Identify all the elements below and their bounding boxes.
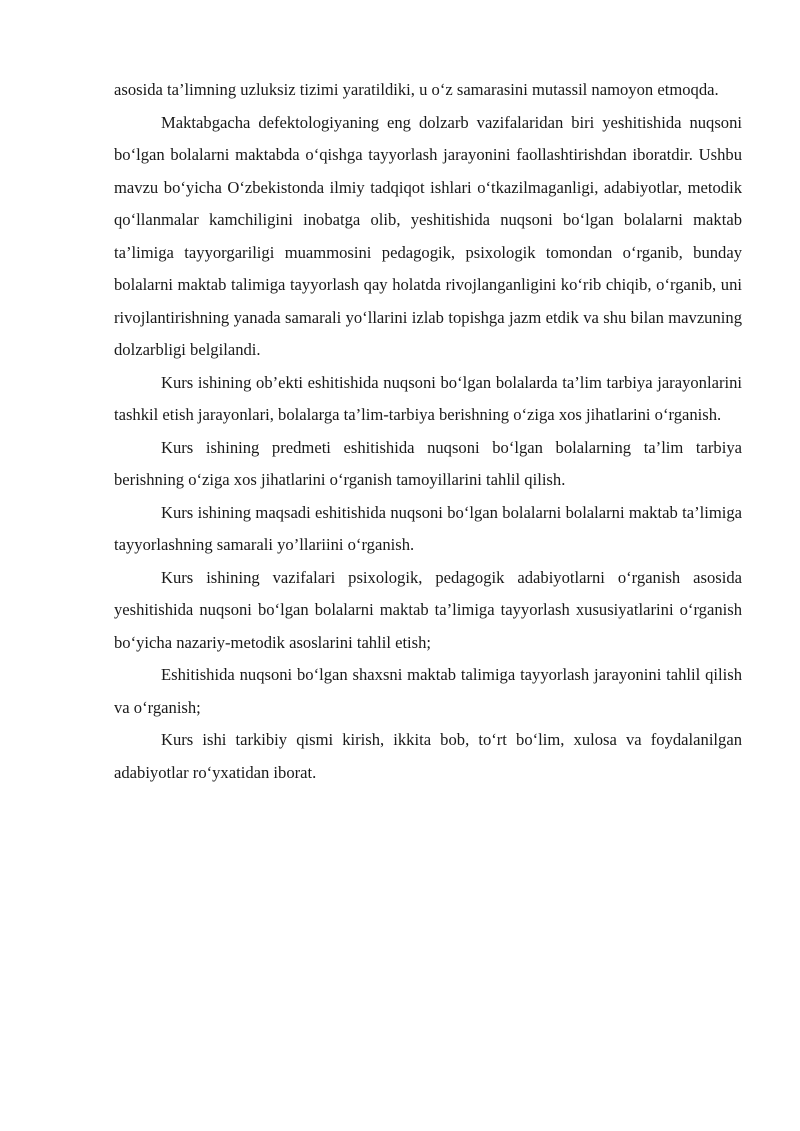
- paragraph-6: Kurs ishining vazifalari psixologik, pedagogik adabiyotlarni o‘rganish asosida yeshitishida nuqsoni bo‘lgan bolalarni maktab ta’limiga tayyorlash xususiyatlarini o‘rganish bo‘yicha nazariy-metodik asoslarini tahlil etish;: [114, 567, 742, 652]
- paragraph-7: Eshitishida nuqsoni bo‘lgan shaxsni maktab talimiga tayyorlash jarayonini tahlil qilish va o‘rganish;: [114, 665, 742, 717]
- paragraph-8: Kurs ishi tarkibiy qismi kirish, ikkita bob, to‘rt bo‘lim, xulosa va foydalanilgan adabiyotlar ro‘yxatidan iborat.: [114, 730, 742, 782]
- document-page: [114, 74, 742, 789]
- paragraph-2: Maktabgacha defektologiyaning eng dolzarb vazifalaridan biri yeshitishida nuqsoni bo‘lgan bolalarni maktabda o‘qishga tayyorlash jarayonini faollashtirishdan iboratdir. Ushbu mavzu bo‘yicha O‘zbekistonda ilmiy tadqiqot ishlari o‘tkazilmaganligi, adabiyotlar, metodik qo‘llanmalar kamchiligini inobatga olib, yeshitishida nuqsoni bo‘lgan bolalarni maktab ta’limiga tayyorgariligi muammosini pedagogik, psixologik tomondan o‘rganib, bunday bolalarni maktab talimiga tayyorlash qay holatda rivojlanganligini ko‘rib chiqib, o‘rganib, uni rivojlantirishning yanada samarali yo‘llarini izlab topishga jazm etdik va shu bilan mavzuning dolzarbligi belgilandi.: [114, 112, 742, 359]
- paragraph-3: Kurs ishining ob’ekti eshitishida nuqsoni bo‘lgan bolalarda ta’lim tarbiya jarayonlarini tashkil etish jarayonlari, bolalarga ta’lim-tarbiya berishning o‘ziga xos jihatlarini o‘rganish.: [114, 372, 742, 424]
- paragraph-5: Kurs ishining maqsadi eshitishida nuqsoni bo‘lgan bolalarni bolalarni maktab ta’limiga tayyorlashning samarali yo’llariini o‘rganish.: [114, 502, 742, 554]
- paragraph-1: asosida ta’limning uzluksiz tizimi yaratildiki, u o‘z samarasini mutassil namoyon etmoqda.: [114, 80, 719, 99]
- paragraph-4: Kurs ishining predmeti eshitishida nuqsoni bo‘lgan bolalarning ta’lim tarbiya berishning o‘ziga xos jihatlarini o‘rganish tamoyillarini tahlil qilish.: [114, 437, 742, 489]
